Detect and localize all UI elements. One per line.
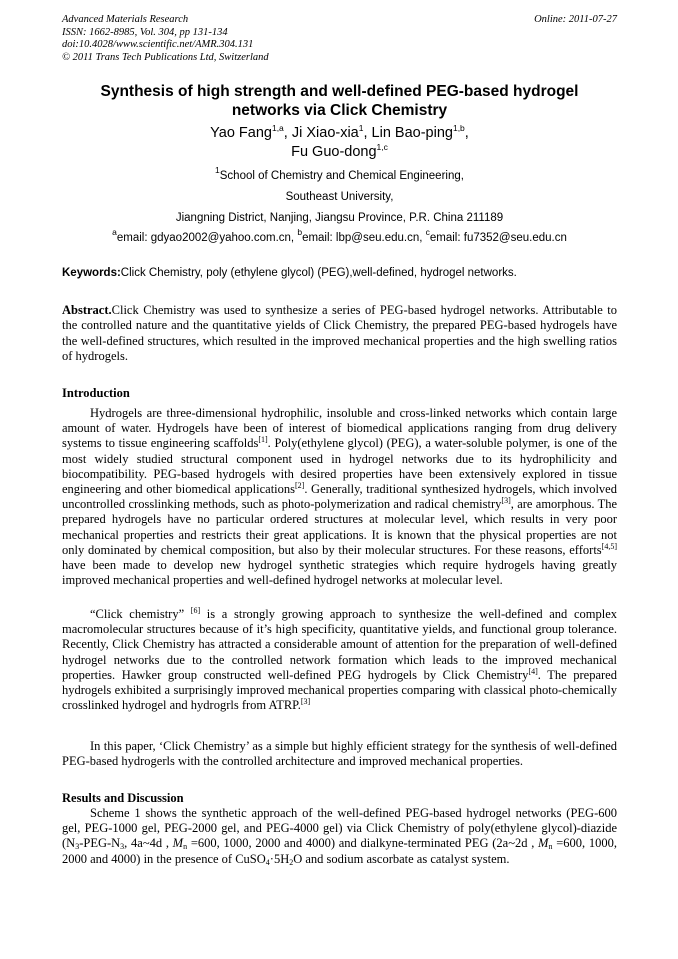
authors-line-2 <box>62 143 617 162</box>
paragraph-text: O and sodium ascorbate as catalyst system. <box>293 851 510 866</box>
author-affiliation-mark: 1 <box>358 123 364 133</box>
abstract-text: Click Chemistry was used to synthesize a series of PEG-based hydrogel networks. Attributable to the controlled nature and the quantitative yields of Click Chemistry, the prepared PEG-based hydrogels have the well-defined structures, which resulted in the improved mechanical properties and the high swelling ratios of hydrogels. <box>62 303 617 363</box>
abstract <box>62 303 617 364</box>
author-name: Yao Fang <box>210 125 272 141</box>
paragraph-text: ·5H <box>269 851 290 866</box>
paragraph-text: have been made to develop new hydrogel synthetic strategies which require hydrogels having greatly improved mechanical properties and well-defined hydrogel networks at molecular level. <box>62 558 617 588</box>
affiliation-mark: 1 <box>215 165 220 175</box>
paragraph-text: , are amorphous. The prepared hydrogels have no particular ordered structures at molecular level, which results in very poor mechanical properties and restricts their great applications. It is known that the physical properties are not only dominated by chemical composition, but also by their molecular structures. For these reasons, efforts <box>62 497 617 557</box>
affiliation-line-3: Jiangning District, Nanjing, Jiangsu Province, P.R. China 211189 <box>175 212 504 224</box>
email-link[interactable]: email: lbp@seu.edu.cn, <box>302 232 423 244</box>
affiliation-line-1 <box>62 166 617 187</box>
citation[interactable]: [1] <box>258 435 268 445</box>
affiliation-text: School of Chemistry and Chemical Engineering, <box>219 170 464 182</box>
email-mark: c <box>425 227 430 237</box>
email-mark: a <box>112 227 117 237</box>
subscript: 3 <box>120 842 125 852</box>
keywords <box>62 265 617 281</box>
journal-name: Advanced Materials Research <box>62 14 189 25</box>
affiliation <box>62 166 617 229</box>
keywords-label: Keywords: <box>62 267 121 279</box>
authors-line-1: Yao Fang$^{1,a}$, Ji Xiao-xia$^1$, Lin Bao-ping$^{1,b}$, <box>210 123 469 141</box>
paragraph-text: =600, 1000, 2000 and 4000) in the presence of CuSO <box>62 836 617 866</box>
results-paragraph-1 <box>62 806 617 867</box>
keywords-text: Click Chemistry, poly (ethylene glycol) (PEG),well-defined, hydrogel networks. <box>120 267 517 279</box>
paper-title <box>62 82 617 120</box>
abstract-label: Abstract. <box>62 303 112 317</box>
paragraph-text: . Poly(ethylene glycol) (PEG), a water-soluble polymer, is one of the most widely studied structural component used in hydrogel networks due to its hydrophilicity and biocompatibility. PEG-based hydrogels with desired properties have been extensively explored in tissue engineering and other biomedical applications <box>62 436 618 497</box>
paragraph-text: is a strongly growing approach to synthesize the well-defined and complex macromolecular structures because of it’s high specificity, quantitative yields, and functional group tolerance. Recently, Click Chemistry has attracted a considerable amount of attention for the preparation of well-defined hydrogel networks due to the controlled network formation which leads to the improved mechanical properties. Hawker group constructed well-defined PEG hydrogels by Click Chemistry <box>62 607 617 682</box>
molar-mass-symbol: M <box>538 836 549 851</box>
subscript: n <box>183 842 188 852</box>
paragraph-text: Hydrogels are three-dimensional hydrophilic, insoluble and cross-linked networks which contain large amount of water. Hydrogels have been of interest of biomedical applications ranging from drug delivery systems to tissue engineering scaffolds <box>62 406 617 451</box>
paragraph-text: Scheme 1 shows the synthetic approach of the well-defined PEG-based hydrogel networks (PEG-600 gel, PEG-1000 gel, PEG-2000 gel, and PEG-4000 gel) via Click Chemistry of poly(ethylene glycol)-diazide (N <box>62 806 617 851</box>
citation[interactable]: [3] <box>300 697 311 707</box>
author-affiliation-mark: 1,c <box>376 142 388 152</box>
citation[interactable]: [4] <box>528 666 538 676</box>
intro-paragraph-2 <box>62 607 617 713</box>
section-heading-introduction: Introduction <box>62 386 130 400</box>
affiliation-line-2: Southeast University, <box>285 191 394 203</box>
citation[interactable]: [2] <box>295 481 305 491</box>
intro-paragraph-1 <box>62 406 617 588</box>
online-date: Online: 2011-07-27 <box>534 14 617 25</box>
email-link[interactable]: email: gdyao2002@yahoo.com.cn, <box>116 232 295 244</box>
author-affiliation-mark: 1,b <box>452 123 465 133</box>
author-affiliation-mark: 1,a <box>271 123 284 133</box>
author-name: Lin Bao-ping <box>371 125 453 141</box>
subscript: n <box>548 842 553 852</box>
journal-doi: doi:10.4028/www.scientific.net/AMR.304.131 <box>62 39 254 50</box>
molar-mass-symbol: M <box>172 836 184 851</box>
section-heading-results: Results and Discussion <box>62 791 184 805</box>
paragraph-text: =600, 1000, 2000 and 4000) and dialkyne-terminated PEG (2a~2d , <box>187 836 539 851</box>
subscript: 3 <box>75 842 80 852</box>
author-name: Ji Xiao-xia <box>291 125 359 141</box>
paragraph-text: -PEG-N <box>79 836 121 851</box>
citation[interactable]: [6] <box>190 606 201 615</box>
citation[interactable]: [3] <box>501 496 511 506</box>
title-line-1: Synthesis of high strength and well-defined PEG-based hydrogel <box>100 83 579 100</box>
paragraph-text: , 4a~4d , <box>124 836 173 851</box>
citation[interactable]: [4,5] <box>601 541 617 551</box>
paragraph-text: . The prepared hydrogels exhibited a surprisingly improved mechanical properties comparing with classical photo-chemically crosslinked hydrogel and hydrogrls from ATRP. <box>62 667 617 713</box>
paragraph-text: . Generally, traditional synthesized hydrogels, which involved uncontrolled crosslinking methods, such as photo-polymerization and radical chemistry <box>62 482 617 512</box>
title-line-2: networks via Click Chemistry <box>231 102 448 119</box>
subscript: 4 <box>265 857 270 867</box>
email-link[interactable]: email: fu7352@seu.edu.cn <box>429 232 567 244</box>
intro-paragraph-3: In this paper, ‘Click Chemistry’ as a simple but highly efficient strategy for the synthesis of well-defined PEG-based hydrogerls with the controlled architecture and improved mechanical properties. <box>62 739 617 769</box>
email-mark: b <box>297 227 303 237</box>
subscript: 2 <box>289 857 294 867</box>
author-emails <box>62 227 617 246</box>
paragraph-text: “Click chemistry” <box>90 607 191 621</box>
author-name: Fu Guo-dong <box>291 144 377 160</box>
journal-header <box>62 14 617 64</box>
journal-issn: ISSN: 1662-8985, Vol. 304, pp 131-134 <box>62 26 228 38</box>
journal-copyright: © 2011 Trans Tech Publications Ltd, Switzerland <box>62 51 269 63</box>
author-list <box>62 124 617 162</box>
